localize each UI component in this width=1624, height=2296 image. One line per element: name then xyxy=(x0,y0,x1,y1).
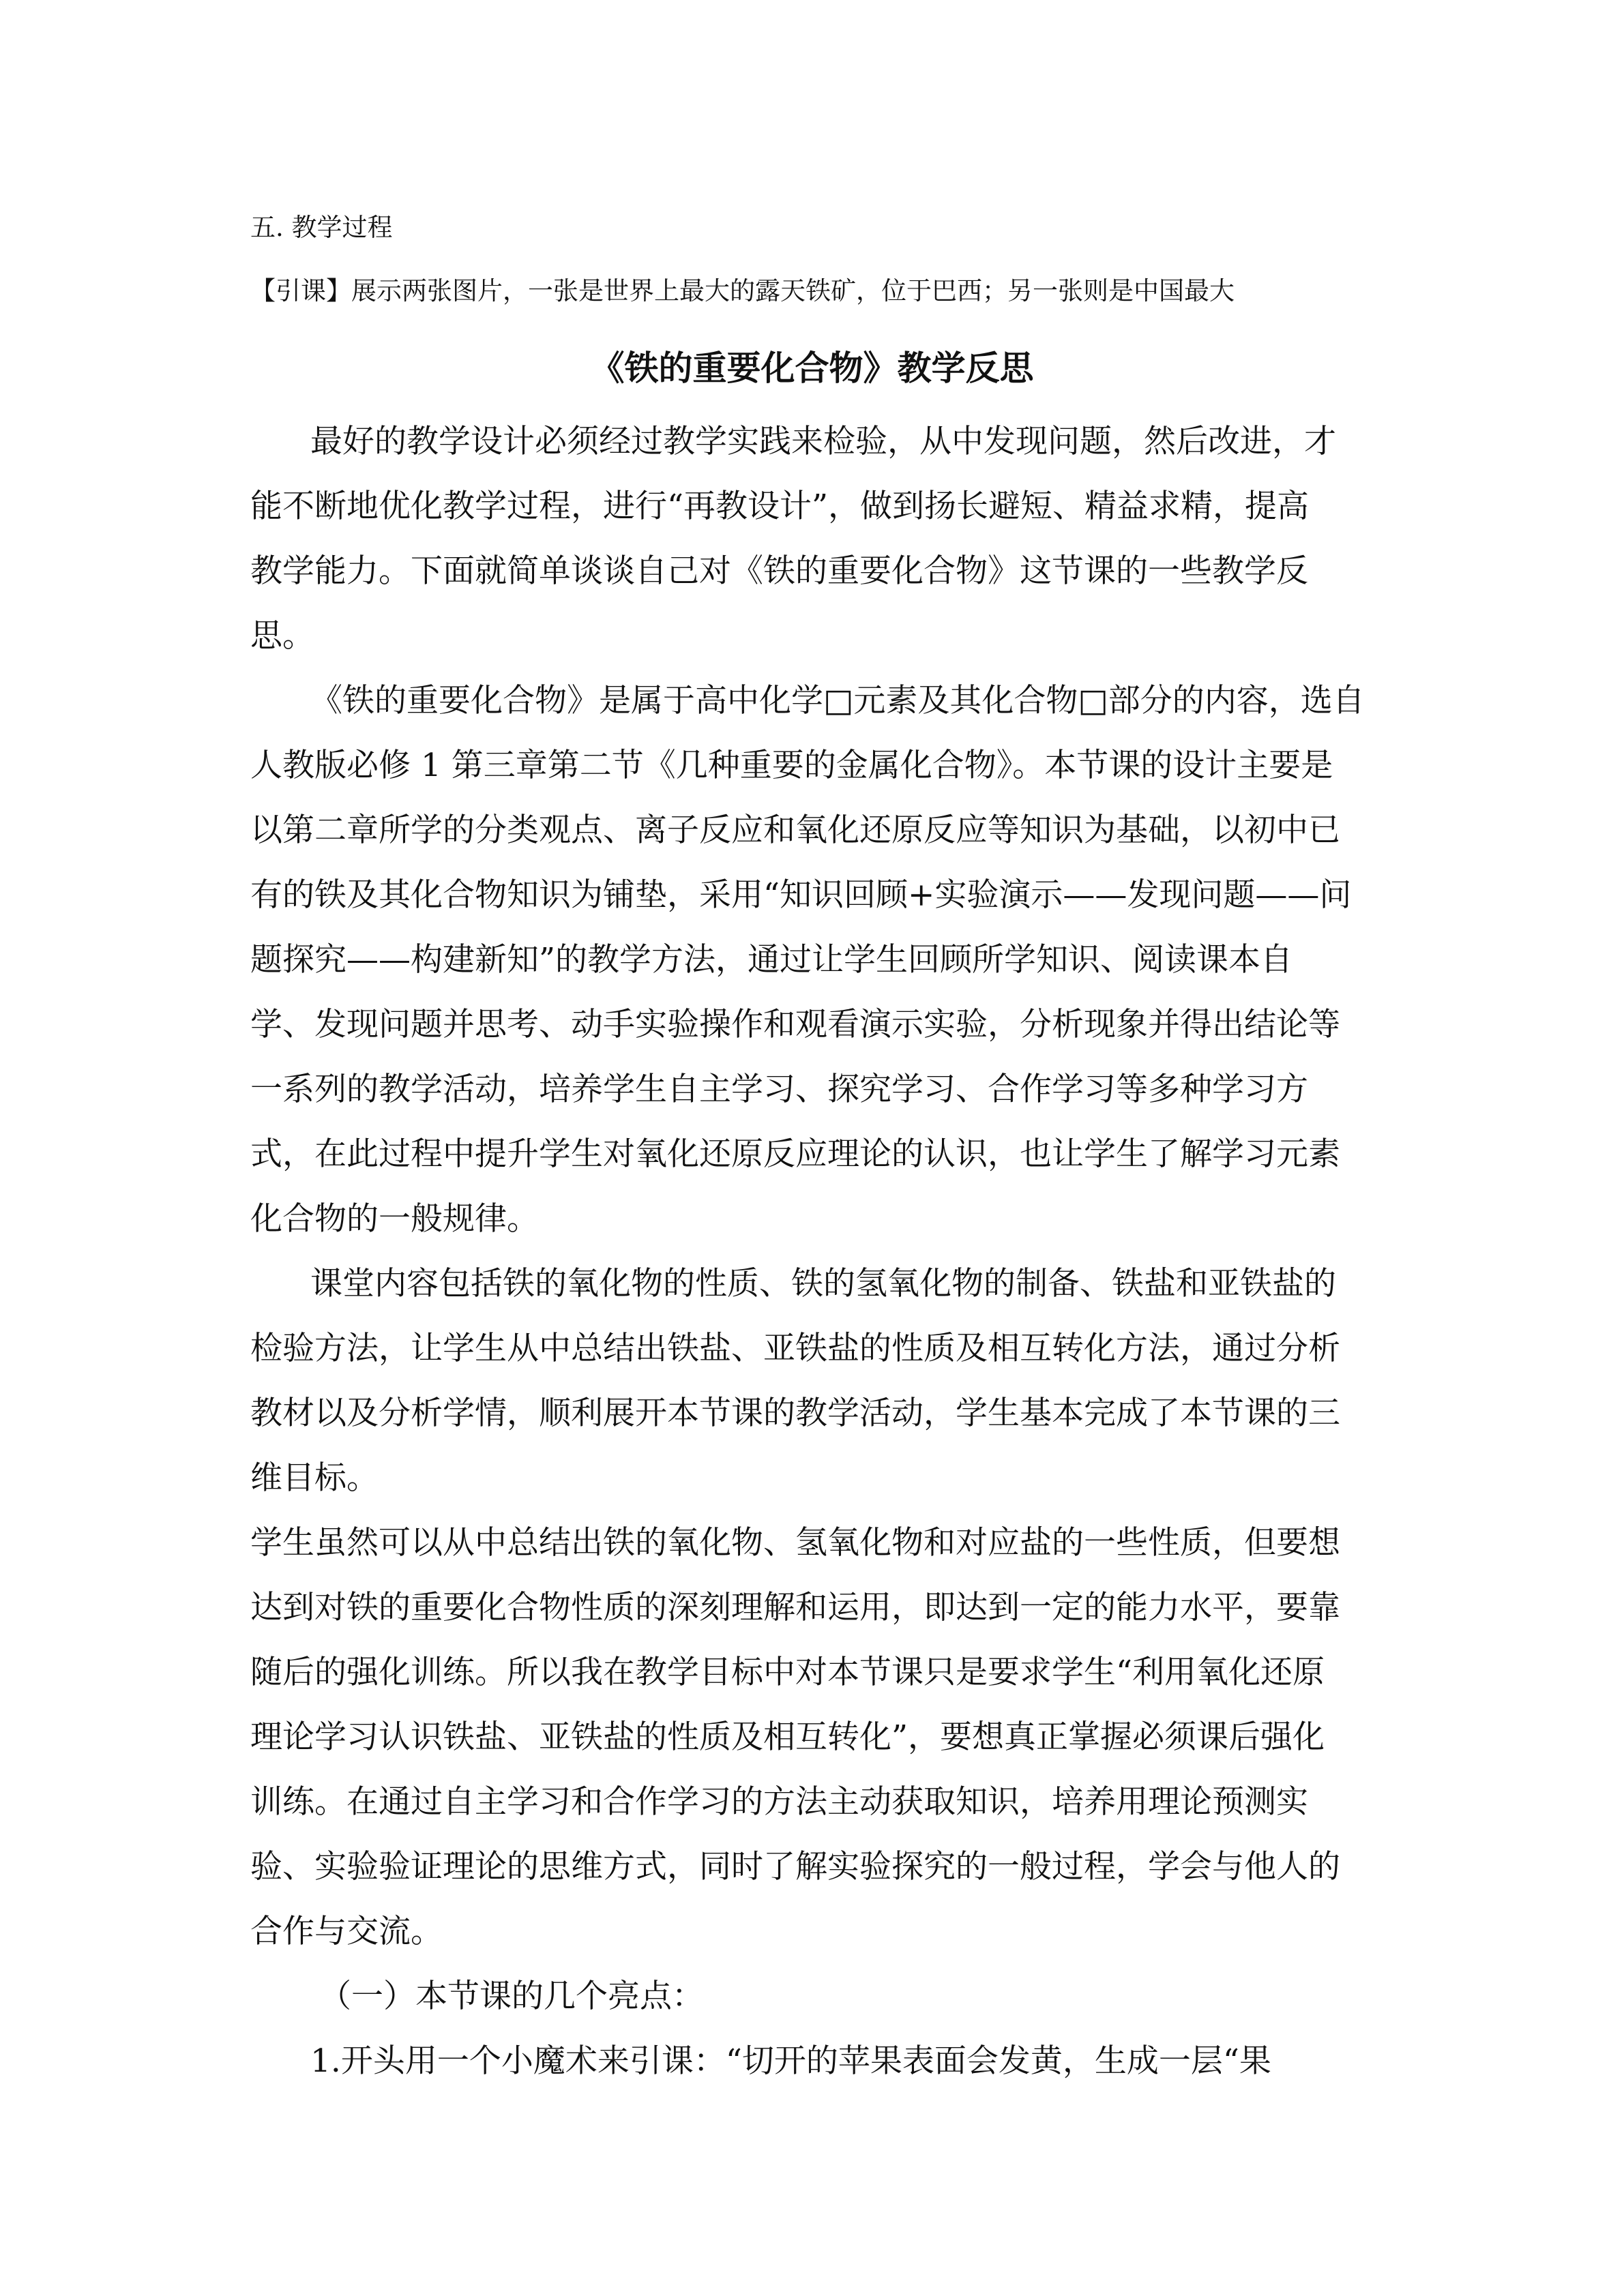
subsection-heading: （一）本节课的几个亮点： xyxy=(319,1978,704,2015)
paragraph-line: 检验方法，让学生从中总结出铁盐、亚铁盐的性质及相互转化方法，通过分析 xyxy=(250,1330,1340,1367)
paragraph-line: 化合物的一般规律。 xyxy=(250,1200,539,1238)
paragraph-line: 《铁的重要化合物》是属于高中化学□元素及其化合物□部分的内容，选自 xyxy=(310,682,1365,719)
document-title: 《铁的重要化合物》教学反思 xyxy=(590,348,1034,388)
paragraph-line: 学、发现问题并思考、动手实验操作和观看演示实验，分析现象并得出结论等 xyxy=(250,1006,1340,1043)
paragraph-line: 达到对铁的重要化合物性质的深刻理解和运用，即达到一定的能力水平，要靠 xyxy=(250,1589,1340,1626)
paragraph-line: 以第二章所学的分类观点、离子反应和氧化还原反应等知识为基础，以初中已 xyxy=(250,811,1340,849)
paragraph-line: 有的铁及其化合物知识为铺垫，采用“知识回顾+实验演示——发现问题——问 xyxy=(250,876,1352,914)
paragraph-line: 课堂内容包括铁的氧化物的性质、铁的氢氧化物的制备、铁盐和亚铁盐的 xyxy=(310,1265,1336,1302)
paragraph-line: 验、实验验证理论的思维方式，同时了解实验探究的一般过程，学会与他人的 xyxy=(250,1848,1340,1885)
paragraph-line: 最好的教学设计必须经过教学实践来检验，从中发现问题，然后改进，才 xyxy=(310,423,1336,460)
paragraph-line: 理论学习认识铁盐、亚铁盐的性质及相互转化”，要想真正掌握必须课后强化 xyxy=(250,1718,1325,1756)
paragraph-line: 人教版必修 1 第三章第二节《几种重要的金属化合物》。本节课的设计主要是 xyxy=(250,747,1333,784)
section-heading: 五. 教学过程 xyxy=(250,213,393,242)
paragraph-line: 维目标。 xyxy=(250,1459,379,1497)
paragraph-line: 1.开头用一个小魔术来引课：“切开的苹果表面会发黄，生成一层“果 xyxy=(310,2042,1271,2080)
paragraph-line: 题探究——构建新知”的教学方法，通过让学生回顾所学知识、阅读课本自 xyxy=(250,941,1293,979)
paragraph-line: 教材以及分析学情，顺利展开本节课的教学活动，学生基本完成了本节课的三 xyxy=(250,1395,1340,1432)
paragraph-line: 训练。在通过自主学习和合作学习的方法主动获取知识，培养用理论预测实 xyxy=(250,1783,1308,1821)
paragraph-line: 随后的强化训练。所以我在教学目标中对本节课只是要求学生“利用氧化还原 xyxy=(250,1654,1325,1691)
paragraph-line: 思。 xyxy=(250,617,314,655)
paragraph-line: 式，在此过程中提升学生对氧化还原反应理论的认识，也让学生了解学习元素 xyxy=(250,1135,1340,1173)
paragraph-line: 合作与交流。 xyxy=(250,1913,443,1950)
paragraph-line: 能不断地优化教学过程，进行“再教设计”，做到扬长避短、精益求精，提高 xyxy=(250,488,1310,525)
intro-line: 【引课】展示两张图片，一张是世界上最大的露天铁矿，位于巴西；另一张则是中国最大 xyxy=(250,276,1235,305)
paragraph-line: 一系列的教学活动，培养学生自主学习、探究学习、合作学习等多种学习方 xyxy=(250,1071,1308,1108)
paragraph-line: 教学能力。下面就简单谈谈自己对《铁的重要化合物》这节课的一些教学反 xyxy=(250,552,1308,590)
paragraph-line: 学生虽然可以从中总结出铁的氧化物、氢氧化物和对应盐的一些性质，但要想 xyxy=(250,1524,1340,1562)
